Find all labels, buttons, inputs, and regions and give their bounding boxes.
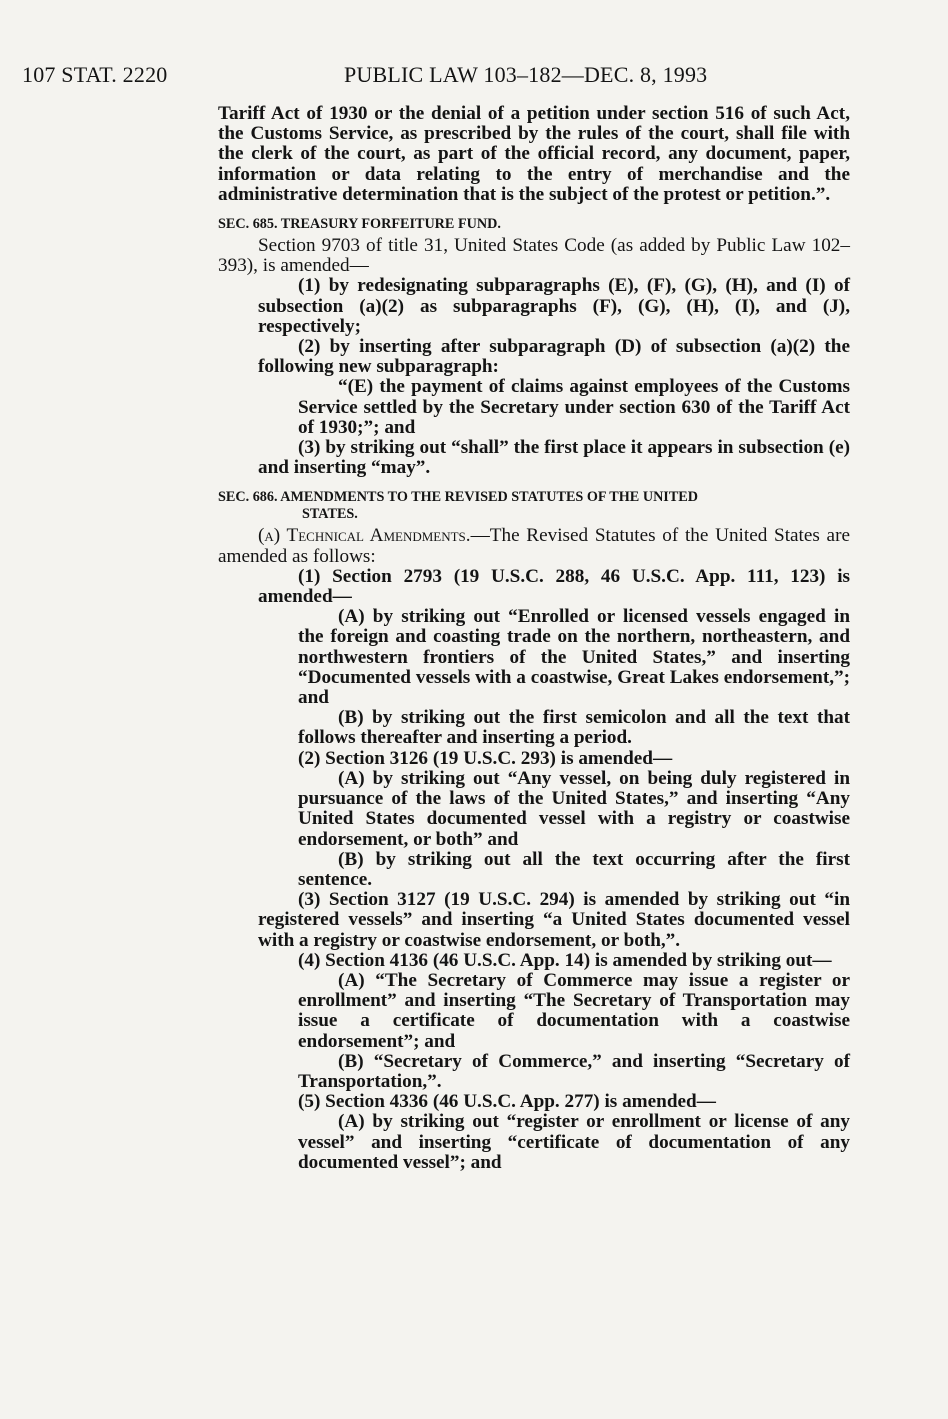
section-685-para-3: (3) by striking out “shall” the first place it appears in subsection (e) and inserting “may”. <box>258 437 850 479</box>
section-686-para-4-A: (A) “The Secretary of Commerce may issue a register or enrollment” and inserting “The Secretary of Transportation may issue a certificate of documentation with a coastwise endorsement”; and <box>298 969 850 1052</box>
subsection-a-label: (a) Technical Amendments. <box>258 525 471 547</box>
section-686-para-4: (4) Section 4136 (46 U.S.C. App. 14) is amended by striking out— <box>298 949 832 971</box>
section-686-para-3: (3) Section 3127 (19 U.S.C. 294) is amended by striking out “in registered vessels” and inserting “a United States documented vessel with a registry or coastwise endorsement, or both,”. <box>258 889 850 951</box>
section-686-subsection-a <box>218 526 850 566</box>
section-685-heading: SEC. 685. TREASURY FORFEITURE FUND. <box>218 216 501 233</box>
section-686-heading <box>218 489 850 523</box>
section-686-para-1: (1) Section 2793 (19 U.S.C. 288, 46 U.S.C. App. 111, 123) is amended— <box>258 565 850 608</box>
law-title-date: PUBLIC LAW 103–182—DEC. 8, 1993 <box>344 62 708 87</box>
subsection-a-text: —The Revised Statutes of the United States are amended as follows: <box>218 525 850 567</box>
section-685-para-2-E: “(E) the payment of claims against employees of the Customs Service settled by the Secretary under section 630 of the Tariff Act of 1930;”; and <box>298 376 850 438</box>
section-686-heading-line1: SEC. 686. AMENDMENTS TO THE REVISED STATUTES OF THE UNITED <box>218 489 699 506</box>
section-686-heading-line2: STATES. <box>302 506 358 523</box>
section-686-para-2-B: (B) by striking out all the text occurring after the first sentence. <box>298 848 850 890</box>
section-685-para-2: (2) by inserting after subparagraph (D) of subsection (a)(2) the following new subparagraph: <box>258 336 850 378</box>
section-685-lead: Section 9703 of title 31, United States Code (as added by Public Law 102–393), is amended— <box>218 235 850 277</box>
section-685-para-1: (1) by redesignating subparagraphs (E), (F), (G), (H), and (I) of subsection (a)(2) as subparagraphs (F), (G), (H), (I), and (J), respectively; <box>258 275 850 337</box>
section-686-para-4-B: (B) “Secretary of Commerce,” and inserting “Secretary of Transportation,”. <box>298 1050 850 1092</box>
section-686-para-1-A: (A) by striking out “Enrolled or licensed vessels engaged in the foreign and coasting trade on the northern, northeastern, and northwestern frontiers of the United States,” and inserting “Documented vessels with a coastwise, Great Lakes endorsement,”; and <box>298 606 850 709</box>
section-686-para-1-B: (B) by striking out the first semicolon and all the text that follows thereafter and inserting a period. <box>298 707 850 749</box>
section-686-para-5-A: (A) by striking out “register or enrollment or license of any vessel” and inserting “certificate of documentation of any documented vessel”; and <box>298 1111 850 1173</box>
section-686-para-2-A: (A) by striking out “Any vessel, on being duly registered in pursuance of the laws of the United States,” and inserting “Any United States documented vessel with a registry or coastwise endorsement, or both” and <box>298 767 850 850</box>
intro-paragraph: Tariff Act of 1930 or the denial of a petition under section 516 of such Act, the Customs Service, as prescribed by the rules of the court, shall file with the clerk of the court, as part of the official record, any document, paper, information or data relating to the entry of merchandise and the administrative determination that is the subject of the protest or petition.”. <box>218 103 850 205</box>
stat-page-number: 107 STAT. 2220 <box>22 62 168 87</box>
section-686-para-5: (5) Section 4336 (46 U.S.C. App. 277) is amended— <box>298 1091 716 1113</box>
document-body <box>218 104 850 1173</box>
section-686-para-2: (2) Section 3126 (19 U.S.C. 293) is amended— <box>298 747 673 769</box>
